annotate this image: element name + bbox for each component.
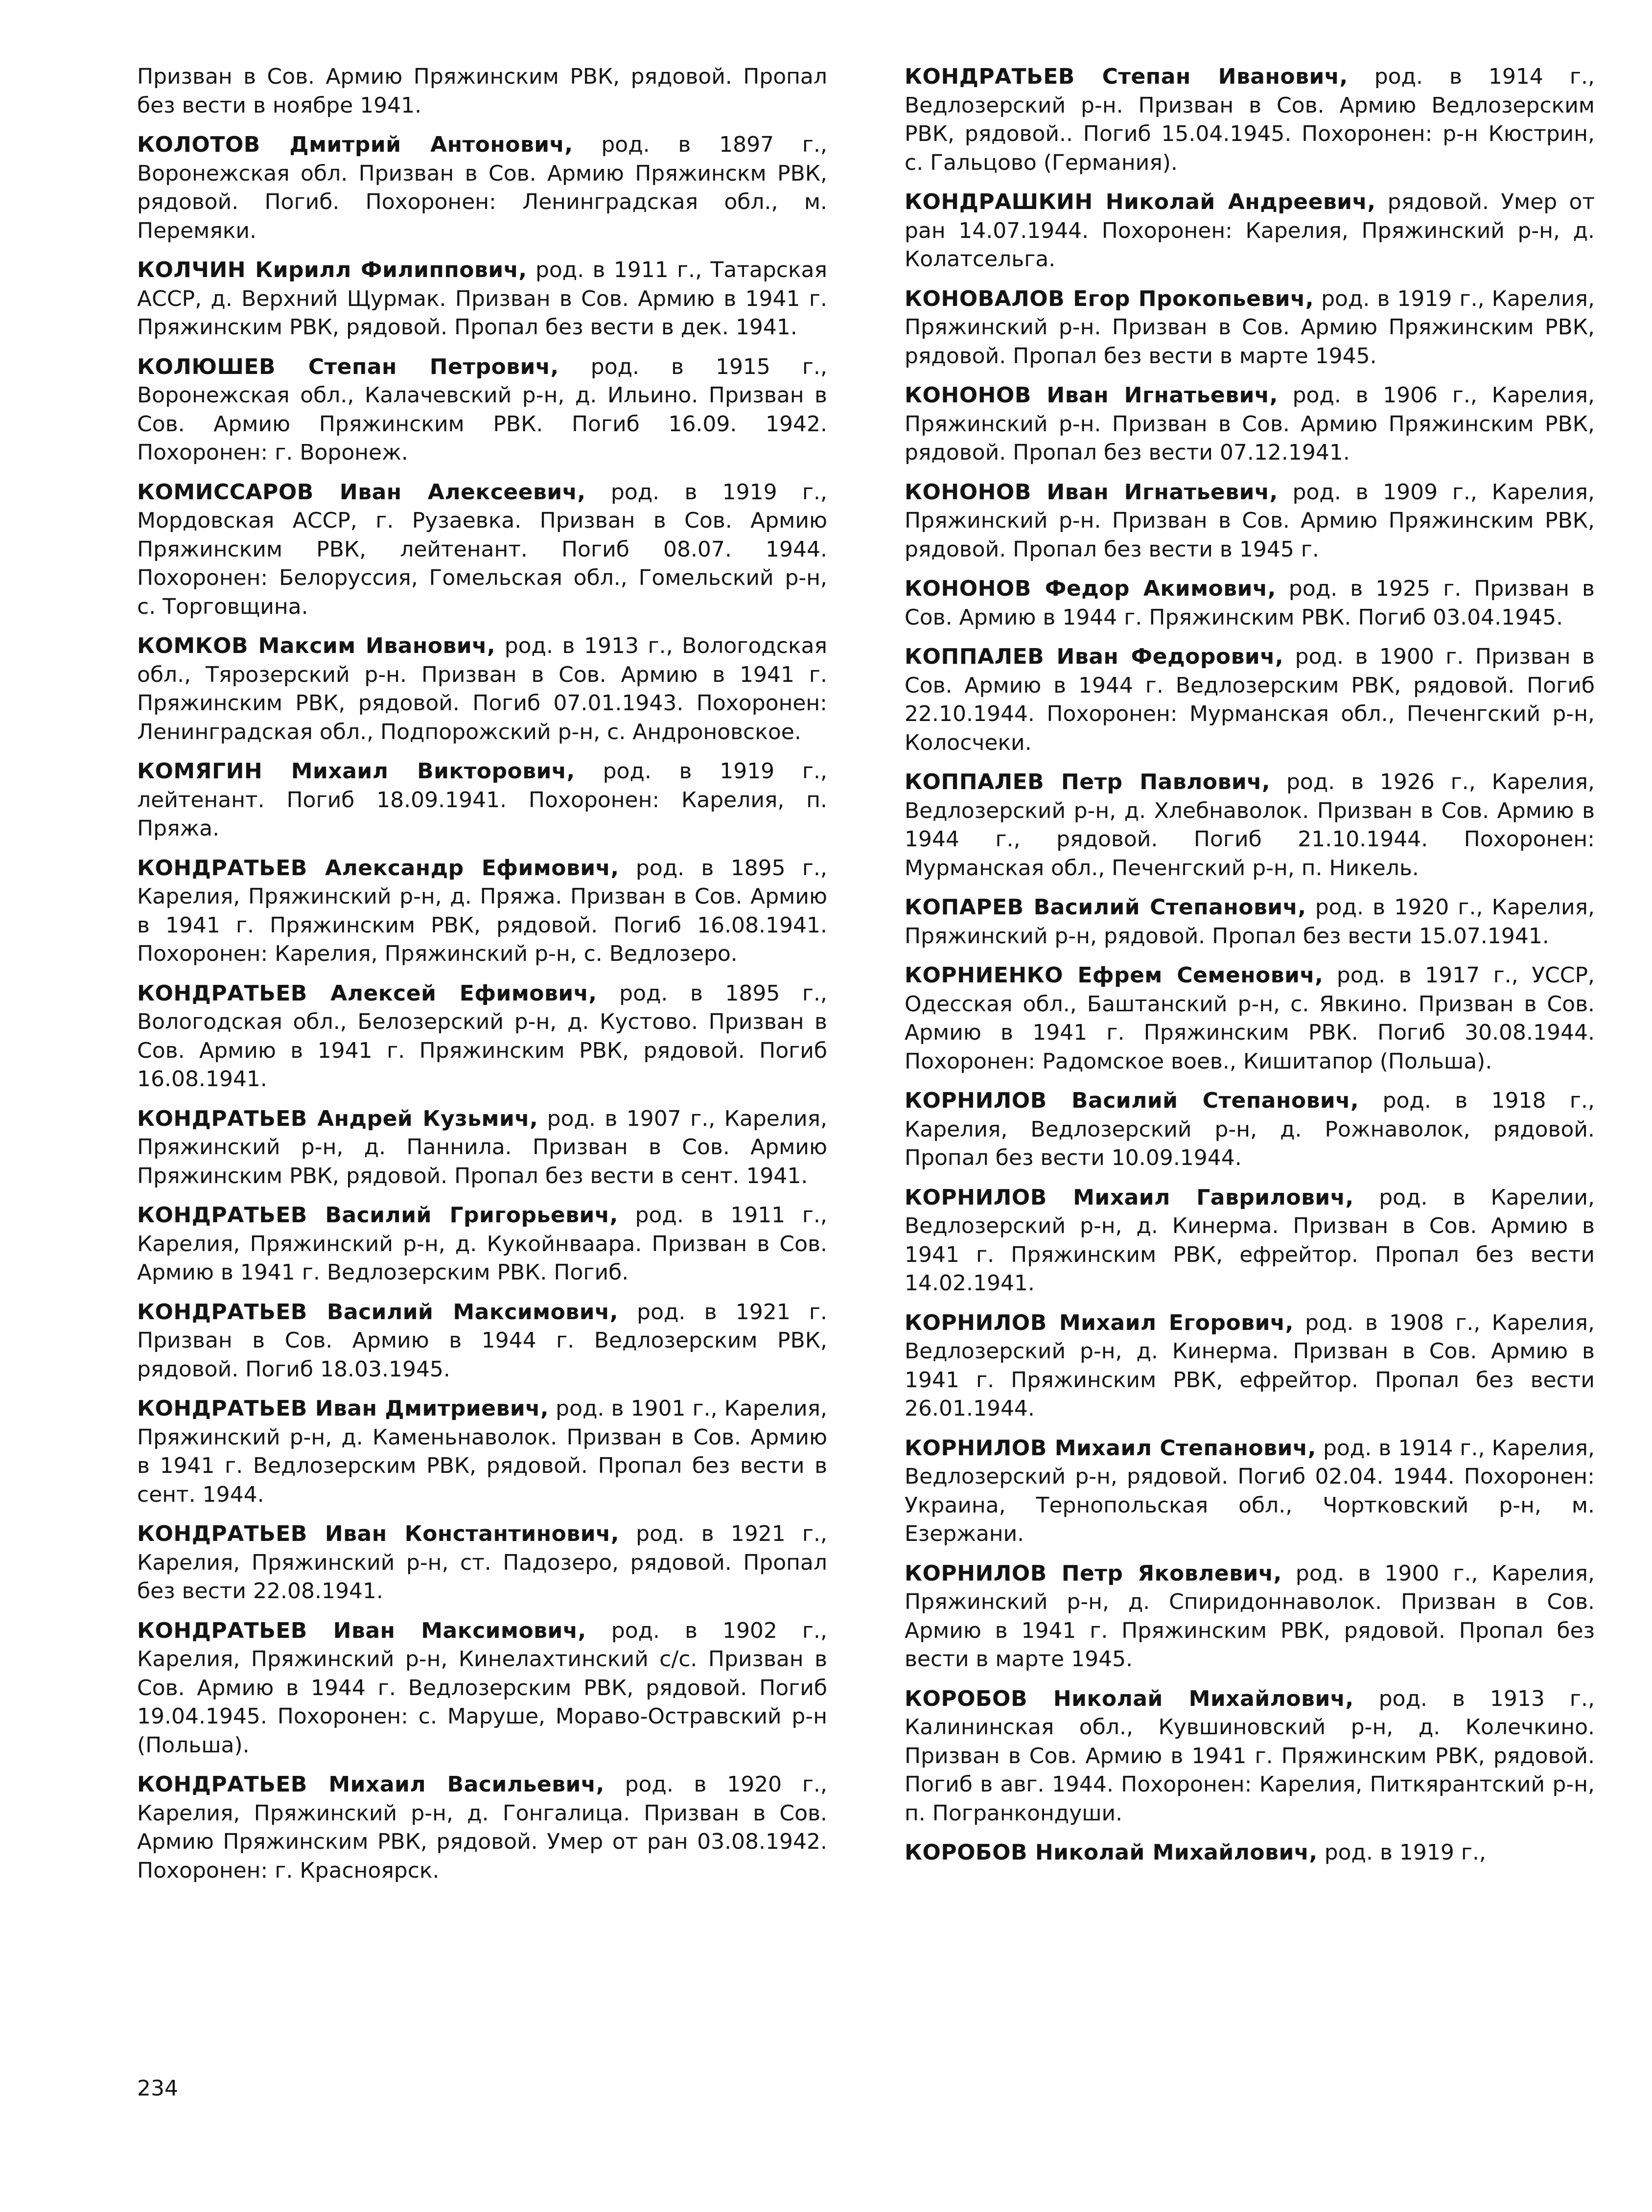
entry — [905, 1839, 1595, 1867]
entry-text: род. в 1914 г., Ведлозерский р-н. Призван в Сов. Армию Ведлозерским РВК, рядовой.. Погиб 15.04.1945. Похоронен: р-н Кюстрин, с. Гальцово (Германия). — [905, 64, 1595, 175]
entry-text: род. в 1919 г., Мордовская АССР, г. Рузаевка. Призван в Сов. Армию Пряжинским РВК, лейтенант. Погиб 08.07. 1944. Похоронен: Белоруссия, Гомельская обл., Гомельский р-н, с. Торговщина. — [137, 479, 827, 619]
entry-text: род. в 1907 г., Карелия, Пряжинский р-н, д. Паннила. Призван в Сов. Армию Пряжинским РВК, рядовой. Пропал без вести в сент. 1941. — [137, 1106, 827, 1188]
entry-name: КОЛЮШЕВ Степан Петрович, — [137, 354, 559, 379]
entry-name: КОРНИЛОВ Михаил Гаврилович, — [905, 1185, 1354, 1210]
entry — [905, 643, 1595, 757]
entry-name: КОНДРАТЬЕВ Алексей Ефимович, — [137, 980, 597, 1006]
entry — [905, 285, 1595, 371]
entry — [905, 768, 1595, 883]
entry-name: КОНДРАТЬЕВ Василий Григорьевич, — [137, 1203, 618, 1228]
entry-text: род. в 1914 г., Карелия, Ведлозерский р-н, рядовой. Погиб 02.04. 1944. Похоронен: Украина, Тернопольская обл., Чортковский р-н, м. Езержани. — [905, 1435, 1595, 1546]
entry — [905, 575, 1595, 632]
entry-name: КОРОБОВ Николай Михайлович, — [905, 1686, 1354, 1711]
entry-text: род. в 1897 г., Воронежская обл. Призван в Сов. Армию Пряжинскм РВК, рядовой. Погиб. Похоронен: Ленинградская обл., м. Перемяки. — [137, 132, 827, 243]
entry — [137, 63, 827, 120]
entry — [137, 1617, 827, 1760]
entry-name: КОНОНОВ Иван Игнатьевич, — [905, 383, 1278, 408]
entry — [905, 1434, 1595, 1549]
right-column — [905, 63, 1595, 1878]
entry-name: КОЛОТОВ Дмитрий Антонович, — [137, 132, 573, 157]
entry — [905, 893, 1595, 951]
entry — [137, 854, 827, 969]
entry-text: род. в 1918 г., Карелия, Ведлозерский р-н, д. Рожнаволок, рядовой. Пропал без вести 10.09.1944. — [905, 1088, 1595, 1170]
entry-name: КОРОБОВ Николай Михайлович, — [905, 1840, 1318, 1865]
entry — [905, 1309, 1595, 1423]
entry — [905, 63, 1595, 177]
entry-name: КОНДРАТЬЕВ Иван Максимович, — [137, 1618, 586, 1643]
left-column — [137, 63, 827, 1896]
entry-name: КОМИССАРОВ Иван Алексеевич, — [137, 479, 586, 505]
entry-name: КОНОНОВ Федор Акимович, — [905, 576, 1276, 601]
entry-text: род. в 1913 г., Вологодская обл., Тярозерский р-н. Призван в Сов. Армию в 1941 г. Пряжинским РВК, рядовой. Погиб 07.01.1943. Похоронен: Ленинградская обл., Подпорожский р-н, с. Андроновское. — [137, 633, 827, 745]
entry-name: КОНДРАТЬЕВ Степан Иванович, — [905, 64, 1348, 89]
page-number: 234 — [137, 2076, 178, 2101]
entry-text: род. в 1921 г., Карелия, Пряжинский р-н, ст. Падозеро, рядовой. Пропал без вести 22.08.1941. — [137, 1521, 827, 1604]
entry-name: КОНДРАТЬЕВ Иван Константинович, — [137, 1521, 619, 1546]
entry-text: род. в 1917 г., УССР, Одесская обл., Баштанский р-н, с. Явкино. Призван в Сов. Армию в 1941 г. Пряжинским РВК. Погиб 30.08.1944. Похоронен: Радомское воев., Кишитапор (Польша). — [905, 963, 1595, 1074]
entry — [137, 979, 827, 1094]
entry-text: род. в 1920 г., Карелия, Пряжинский р-н, д. Гонгалица. Призван в Сов. Армию Пряжинским РВК, рядовой. Умер от ран 03.08.1942. Похоронен: г. Красноярск. — [137, 1772, 827, 1883]
entry-name: КОПАРЕВ Василий Степанович, — [905, 895, 1306, 920]
entry — [137, 1395, 827, 1509]
entry-name: КОМКОВ Максим Иванович, — [137, 633, 496, 658]
entry — [137, 1201, 827, 1287]
entry — [905, 381, 1595, 467]
entry-text: род. в 1926 г., Карелия, Ведлозерский р-н, д. Хлебнаволок. Призван в Сов. Армию в 1944 г., рядовой. Погиб 21.10.1944. Похоронен: Мурманская обл., Печенгский р-н, п. Никель. — [905, 769, 1595, 881]
entry-text: род. в 1920 г., Карелия, Пряжинский р-н, рядовой. Пропал без вести 15.07.1941. — [905, 895, 1595, 949]
entry-text: род. в 1900 г. Призван в Сов. Армию в 1944 г. Ведлозерским РВК, рядовой. Погиб 22.10.1944. Похоронен: Мурманская обл., Печенгский р-н, Колосчеки. — [905, 644, 1595, 755]
entry — [137, 1105, 827, 1191]
entry-text: род. в 1925 г. Призван в Сов. Армию в 1944 г. Пряжинским РВК. Погиб 03.04.1945. — [905, 576, 1595, 630]
entry — [905, 1560, 1595, 1674]
entry-text: род. в 1919 г., лейтенант. Погиб 18.09.1941. Похоронен: Карелия, п. Пряжа. — [137, 759, 827, 841]
entry — [905, 1184, 1595, 1298]
entry-text: род. в 1921 г. Призван в Сов. Армию в 1944 г. Ведлозерским РВК, рядовой. Погиб 18.03.1945. — [137, 1299, 828, 1382]
entry-text: род. в 1906 г., Карелия, Пряжинский р-н. Призван в Сов. Армию Пряжинским РВК, рядовой. Пропал без вести 07.12.1941. — [905, 383, 1595, 465]
entry-text: Призван в Сов. Армию Пряжинским РВК, рядовой. Пропал без вести в ноябре 1941. — [137, 64, 827, 118]
entry-name: КОНОНОВ Иван Игнатьевич, — [905, 479, 1278, 505]
entry-text: род. в 1901 г., Карелия, Пряжинский р-н, д. Каменьнаволок. Призван в Сов. Армию в 1941 г. Ведлозерским РВК, рядовой. Пропал без вести в сент. 1944. — [137, 1396, 827, 1507]
entry — [905, 1685, 1595, 1828]
entry-text: род. в 1915 г., Воронежская обл., Калачевский р-н, д. Ильино. Призван в Сов. Армию Пряжинским РВК. Погиб 16.09. 1942. Похоронен: г. Воронеж. — [137, 354, 828, 465]
entry-name: КОНДРАТЬЕВ Василий Максимович, — [137, 1299, 618, 1325]
entry-text: род. в Карелии, Ведлозерский р-н, д. Кинерма. Призван в Сов. Армию в 1941 г. Пряжинским РВК, ефрейтор. Пропал без вести 14.02.1941. — [905, 1185, 1595, 1296]
entry-name: КОМЯГИН Михаил Викторович, — [137, 759, 575, 784]
entry — [137, 1770, 827, 1885]
entry-name: КОППАЛЕВ Иван Федорович, — [905, 644, 1284, 669]
entry-text: род. в 1895 г., Вологодская обл., Белозерский р-н, д. Кустово. Призван в Сов. Армию в 1941 г. Пряжинским РВК, рядовой. Погиб 16.08.1941. — [137, 980, 827, 1092]
entry-text: рядовой. Умер от ран 14.07.1944. Похоронен: Карелия, Пряжинский р-н, д. Колатсельга. — [905, 189, 1595, 272]
entry-text: род. в 1908 г., Карелия, Ведлозерский р-н, д. Кинерма. Призван в Сов. Армию в 1941 г. Пряжинским РВК, ефрейтор. Пропал без вести 26.01.1944. — [905, 1310, 1595, 1421]
entry-text: род. в 1913 г., Калининская обл., Кувшиновский р-н, д. Колечкино. Призван в Сов. Армию в 1941 г. Пряжинским РВК, рядовой. Погиб в авг. 1944. Похоронен: Карелия, Питкярантский р-н, п. Погранкондуши. — [905, 1686, 1595, 1826]
entry-text: род. в 1911 г., Карелия, Пряжинский р-н, д. Кукойнваара. Призван в Сов. Армию в 1941 г. Ведлозерским РВК. Погиб. — [137, 1203, 827, 1285]
entry-text: род. в 1911 г., Татарская АССР, д. Верхний Щурмак. Призван в Сов. Армию в 1941 г. Пряжинским РВК, рядовой. Пропал без вести в дек. 1941. — [137, 257, 827, 340]
entry-name: КОРНИЛОВ Василий Степанович, — [905, 1088, 1359, 1113]
entry-text: род. в 1900 г., Карелия, Пряжинский р-н, д. Спиридоннаволок. Призван в Сов. Армию в 1941 г. Пряжинским РВК, рядовой. Пропал без вести в марте 1945. — [905, 1560, 1595, 1672]
entry-name: КОНДРАТЬЕВ Иван Дмитриевич, — [137, 1396, 549, 1421]
entry — [137, 478, 827, 622]
entry — [905, 1087, 1595, 1173]
entry — [137, 632, 827, 746]
entry-text: род. в 1895 г., Карелия, Пряжинский р-н, д. Пряжа. Призван в Сов. Армию в 1941 г. Пряжинским РВК, рядовой. Погиб 16.08.1941. Похоронен: Карелия, Пряжинский р-н, с. Ведлозеро. — [137, 855, 828, 966]
entry-name: КОППАЛЕВ Петр Павлович, — [905, 769, 1271, 794]
entry-name: КОНДРАТЬЕВ Андрей Кузьмич, — [137, 1106, 538, 1131]
entry-text: род. в 1919 г., Карелия, Пряжинский р-н. Призван в Сов. Армию Пряжинским РВК, рядовой. Пропал без вести в марте 1945. — [905, 286, 1595, 369]
entry — [137, 353, 827, 467]
entry-name: КОЛЧИН Кирилл Филиппович, — [137, 257, 527, 282]
entry — [137, 1520, 827, 1606]
entry-name: КОРНИЕНКО Ефрем Семенович, — [905, 963, 1324, 988]
entry-text: род. в 1919 г., — [1324, 1840, 1486, 1865]
entry — [905, 961, 1595, 1076]
entry-name: КОРНИЛОВ Петр Яковлевич, — [905, 1560, 1282, 1586]
entry-name: КОНДРАТЬЕВ Александр Ефимович, — [137, 855, 619, 881]
entry-name: КОНДРАТЬЕВ Михаил Васильевич, — [137, 1772, 605, 1797]
entry — [905, 478, 1595, 564]
entry — [137, 1298, 827, 1384]
entry-name: КОРНИЛОВ Михаил Егорович, — [905, 1310, 1294, 1335]
entry-name: КОНОВАЛОВ Егор Прокопьевич, — [905, 286, 1314, 311]
entry-name: КОНДРАШКИН Николай Андреевич, — [905, 189, 1376, 214]
entry — [905, 188, 1595, 274]
entry — [137, 131, 827, 245]
entry — [137, 256, 827, 342]
entry-text: род. в 1902 г., Карелия, Пряжинский р-н, Кинелахтинский с/с. Призван в Сов. Армию в 1944 г. Ведлозерским РВК, рядовой. Погиб 19.04.1945. Похоронен: с. Маруше, Мораво-Остравский р-н (Польша). — [137, 1618, 828, 1758]
entry — [137, 757, 827, 843]
entry-name: КОРНИЛОВ Михаил Степанович, — [905, 1435, 1316, 1461]
entry-text: род. в 1909 г., Карелия, Пряжинский р-н. Призван в Сов. Армию Пряжинским РВК, рядовой. Пропал без вести в 1945 г. — [905, 479, 1595, 562]
